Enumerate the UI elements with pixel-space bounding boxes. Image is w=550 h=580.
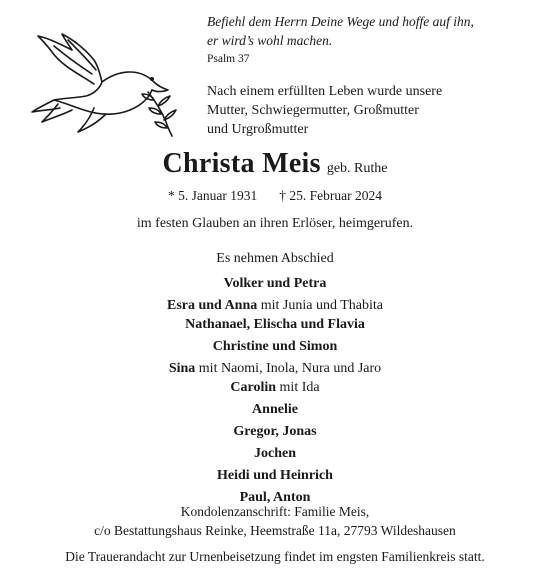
family-member-row: [0, 274, 550, 293]
service-note: Die Trauerandacht zur Urnenbeisetzung findet im engsten Familienkreis statt.: [65, 549, 485, 564]
family-member-name: Carolin: [230, 380, 277, 395]
family-member-name: Jochen: [254, 446, 296, 461]
intro-line-3: und Urgroßmutter: [207, 122, 309, 137]
intro-line-1: Nach einem erfüllten Leben wurde unsere: [207, 84, 443, 99]
verse-line-2: er wird’s wohl machen.: [207, 33, 333, 48]
dove-with-olive-branch-icon: [24, 26, 184, 146]
condolence-line-2: c/o Bestattungshaus Reinke, Heemstraße 11a, 27793 Wildeshausen: [94, 523, 456, 538]
family-member-row: [0, 337, 550, 356]
death-date: † 25. Februar 2024: [279, 188, 382, 203]
intro-text: [207, 82, 527, 139]
condolence-line-1: Kondolenzanschrift: Familie Meis,: [180, 504, 370, 519]
verse-line-1: Befiehl dem Herrn Deine Wege und hoffe auf ihn,: [207, 14, 474, 29]
family-member-name: Heidi und Heinrich: [217, 468, 333, 483]
family-member-name: Christine und Simon: [212, 339, 338, 354]
life-dates: [0, 188, 550, 204]
family-member-row: [0, 422, 550, 441]
family-member-children: mit Ida: [276, 380, 320, 395]
verse-reference: Psalm 37: [207, 53, 250, 65]
family-member-row: [0, 378, 550, 397]
deceased-name: Christa Meis: [162, 148, 321, 179]
bible-verse: [207, 12, 527, 50]
family-member-name: Sina: [168, 361, 196, 376]
family-member-name: Volker und Petra: [223, 276, 327, 291]
intro-line-2: Mutter, Schwiegermutter, Großmutter: [207, 103, 419, 118]
family-member-row: [0, 444, 550, 463]
family-member-children: mit Junia und Thabita: [257, 298, 383, 313]
deceased-name-line: [0, 148, 550, 180]
family-member-row: [0, 359, 550, 378]
family-member-name: Nathanael, Elischa und Flavia: [185, 317, 365, 332]
faith-line: im festen Glauben an ihren Erlöser, heimgerufen.: [136, 216, 414, 231]
condolence-address: [0, 502, 550, 540]
family-member-row: [0, 315, 550, 334]
family-member-name: Esra und Anna: [166, 298, 258, 313]
family-member-row: [0, 466, 550, 485]
family-member-name: Annelie: [252, 402, 298, 417]
birth-name: geb. Ruthe: [326, 161, 388, 176]
farewell-intro: Es nehmen Abschied: [216, 251, 334, 266]
family-member-row: [0, 296, 550, 315]
family-member-row: [0, 400, 550, 419]
family-member-name: Gregor, Jonas: [233, 424, 317, 439]
family-list: [0, 274, 550, 507]
birth-date: * 5. Januar 1931: [168, 188, 258, 203]
family-member-name: Paul, Anton: [239, 490, 311, 505]
family-member-children: mit Naomi, Inola, Nura und Jaro: [195, 361, 382, 376]
